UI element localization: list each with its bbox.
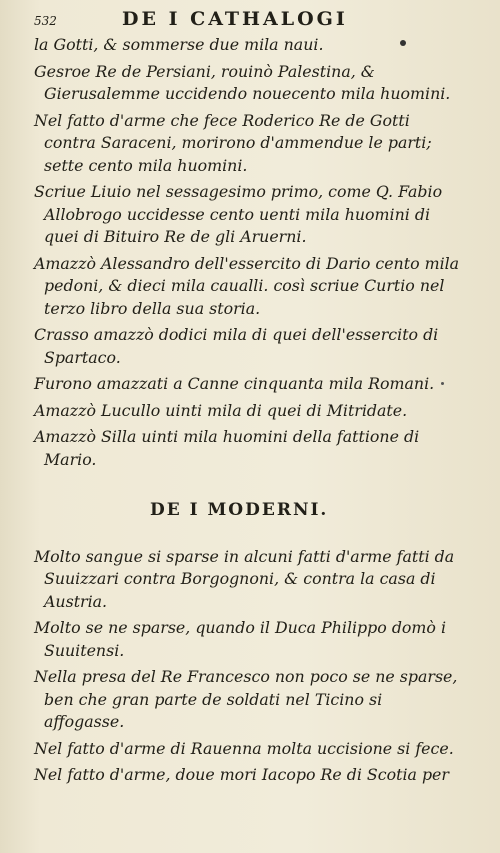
paragraph: la Gotti, & sommerse due mila naui. xyxy=(34,35,324,54)
page-body xyxy=(34,34,464,787)
paragraph: Molto se ne sparse, quando il Duca Philippo domò i Suuitensi. xyxy=(34,618,446,660)
paragraph: Nella presa del Re Francesco non poco se ne sparse, ben che gran parte de soldati nel Ticino si affogasse. xyxy=(34,667,458,731)
paragraph: Nel fatto d'arme che fece Roderico Re de Gotti contra Saraceni, morirono d'ammendue le parti; sette cento mila huomini. xyxy=(34,110,432,175)
paragraph: Nel fatto d'arme di Rauenna molta uccisione si fece. xyxy=(34,738,454,758)
paragraph: Nel fatto d'arme, doue mori Iacopo Re di Scotia per xyxy=(34,765,449,784)
paragraph: Molto sangue si sparse in alcuni fatti d'arme fatti da Suuizzari contra Borgognoni, & contra la casa di Austria. xyxy=(34,546,455,611)
paragraph: Amazzò Silla uinti mila huomini della fattione di Mario. xyxy=(34,427,420,469)
running-head: DE I CATHALOGI xyxy=(122,8,348,30)
paragraph: Scriue Liuio nel sessagesimo primo, come Q. Fabio Allobrogo uccidesse cento uenti mila huomini di quei di Bituiro Re de gli Aruerni. xyxy=(34,182,443,246)
ink-dot-mark xyxy=(441,382,444,385)
paragraph: Gesroe Re de Persiani, rouinò Palestina, & Gierusalemme uccidendo nouecento mila huomini. xyxy=(34,61,451,103)
page-number: 532 xyxy=(34,14,57,28)
page-header xyxy=(34,8,464,34)
paragraph: Furono amazzati a Canne cinquanta mila Romani. xyxy=(34,374,435,393)
section-title: DE I MODERNI. xyxy=(150,500,329,520)
paragraph: Amazzò Alessandro dell'essercito di Dario cento mila pedoni, & dieci mila caualli. così scriue Curtio nel terzo libro della sua storia. xyxy=(34,253,460,318)
paragraph: Crasso amazzò dodici mila di quei dell'essercito di Spartaco. xyxy=(34,325,439,367)
paragraph: Amazzò Lucullo uinti mila di quei di Mitridate. xyxy=(34,400,408,420)
ink-bullet-mark xyxy=(400,40,406,46)
